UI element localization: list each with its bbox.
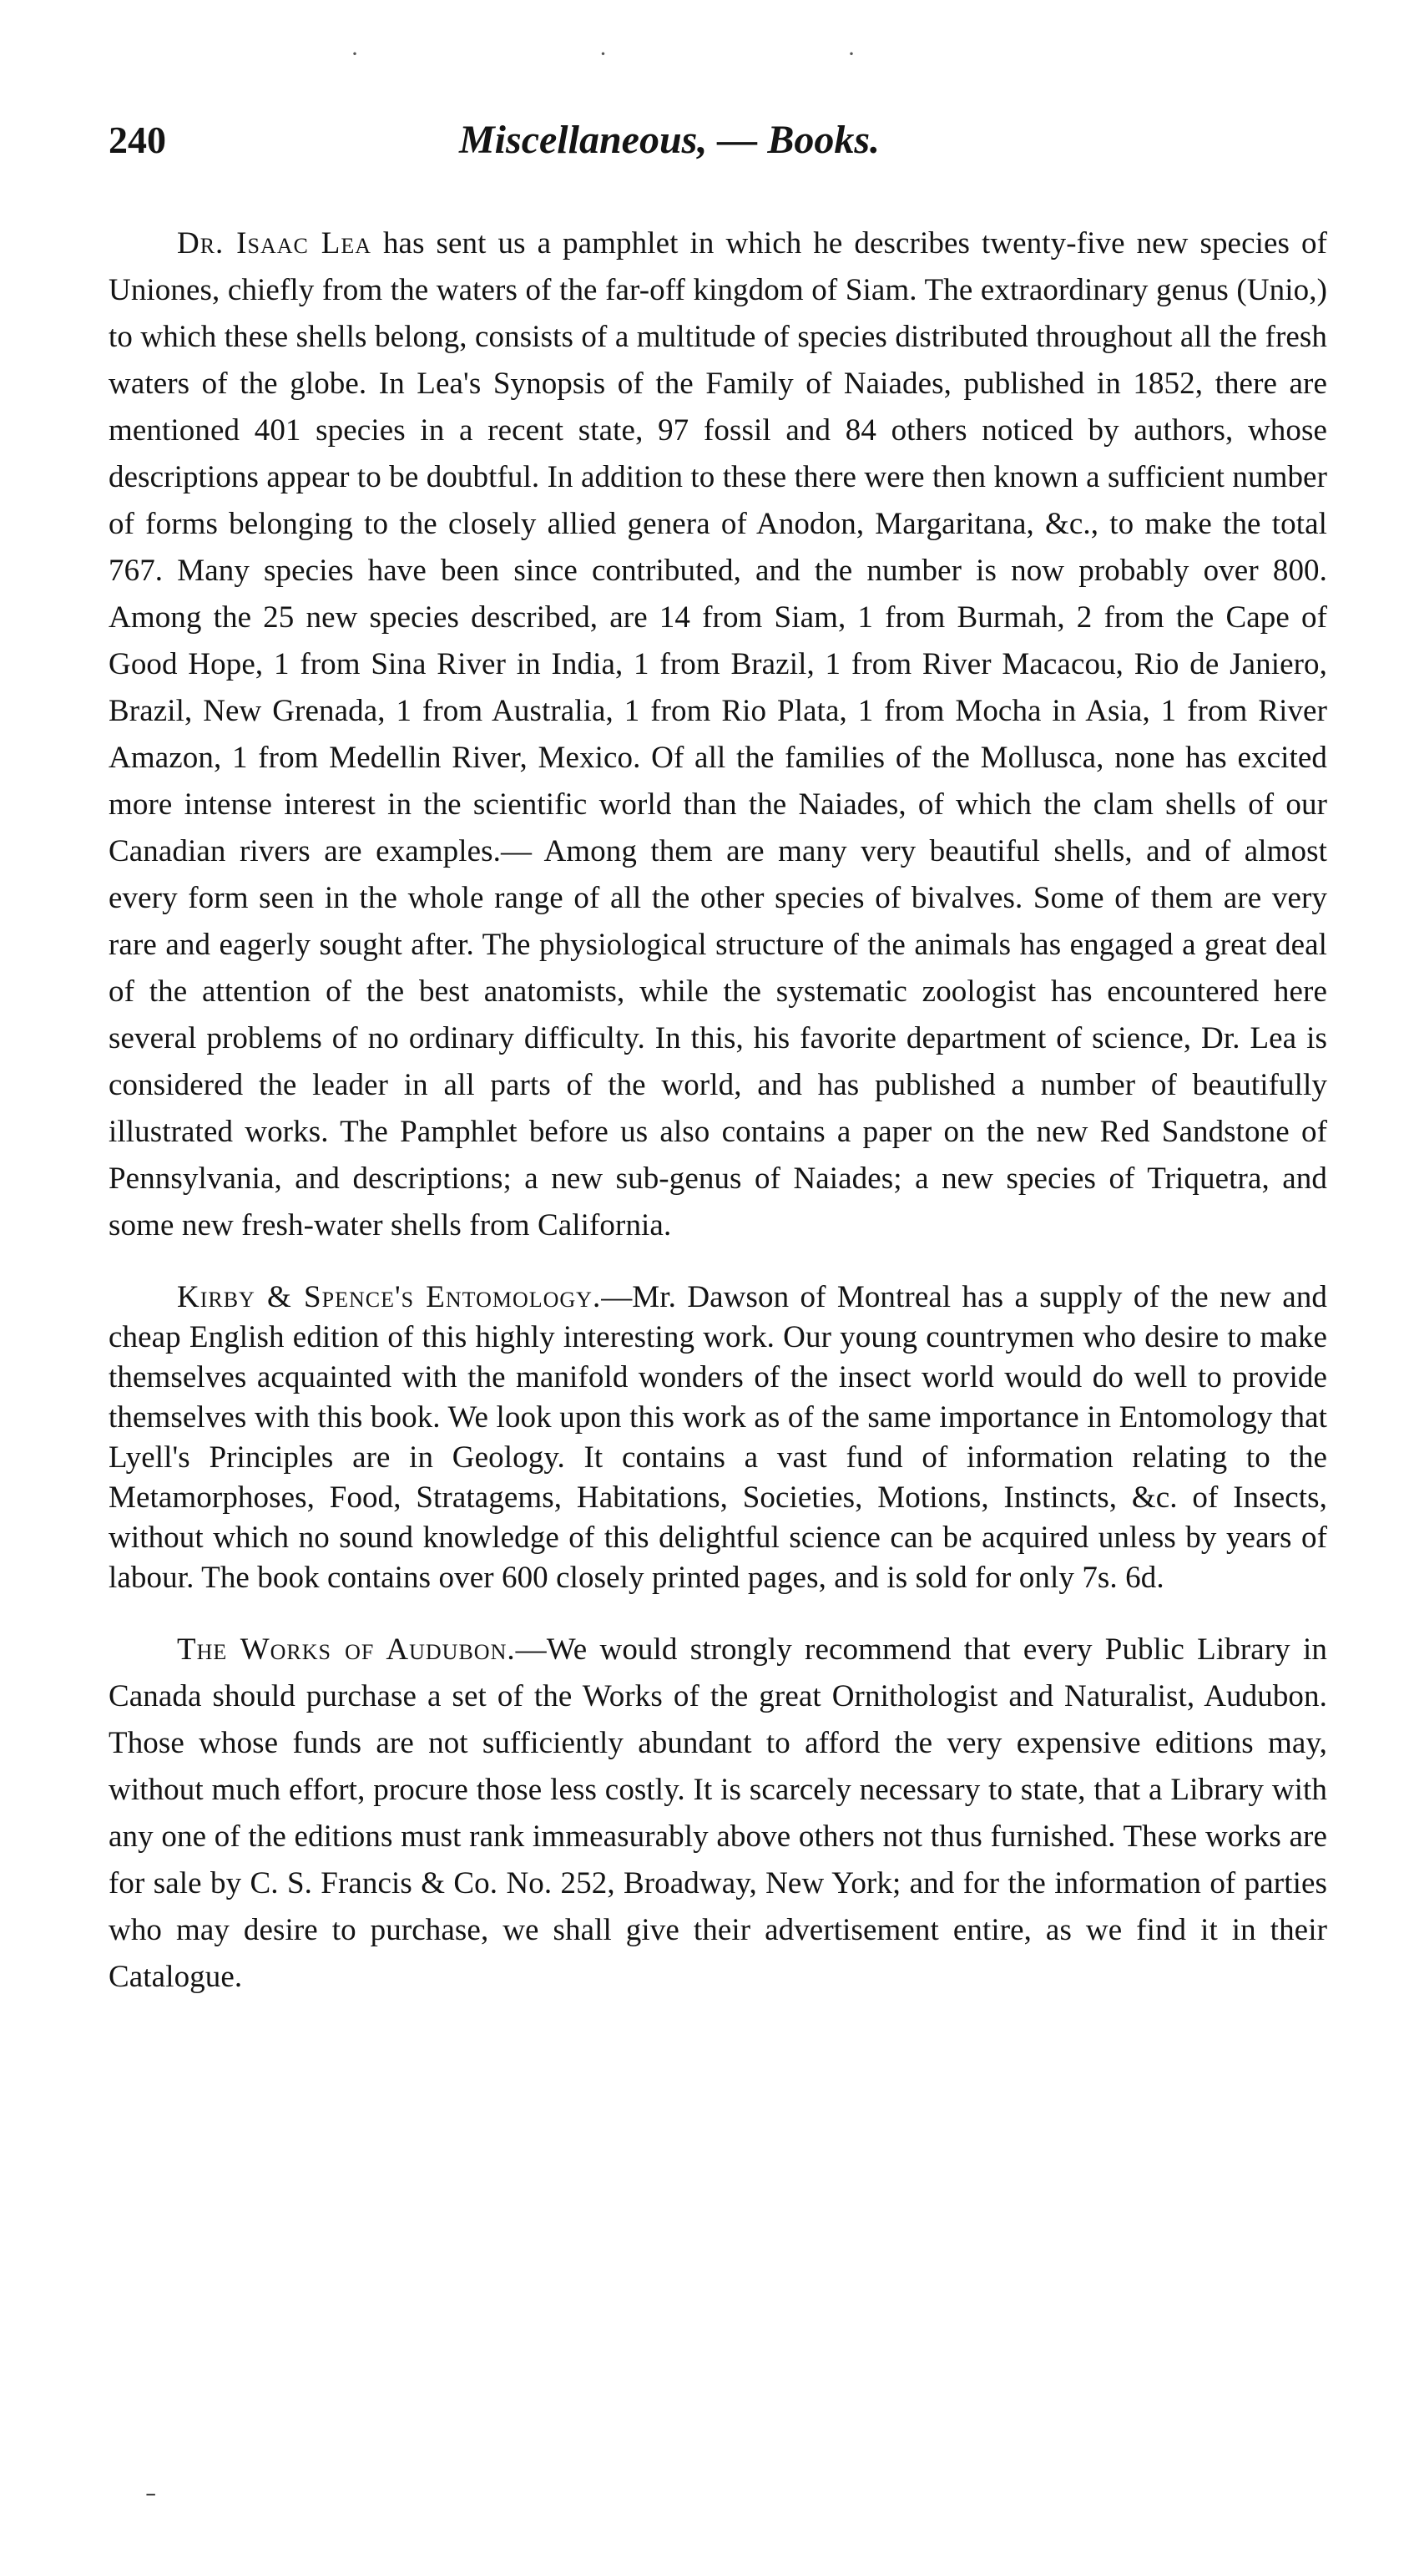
article-body: has sent us a pamphlet in which he describes twenty-five new species of Uniones, chiefly from the waters of the far-off kingdom of Siam. The extraordinary genus (Unio,) to which these shells belong, consists of a multitude of species distributed throughout all the fresh waters of the globe. In Lea's Synopsis of the Family of Naiades, published in 1852, there are mentioned 401 species in a recent state, 97 fossil and 84 others noticed by authors, whose descriptions appear to be doubtful. In addition to these there were then known a sufficient number of forms belonging to the closely allied genera of Anodon, Margaritana, &c., to make the total 767. Many species have been since contributed, and the number is now probably over 800. Among the 25 new species described, are 14 from Siam, 1 from Burmah, 2 from the Cape of Good Hope, 1 from Sina River in India, 1 from Brazil, 1 from River Macacou, Rio de Janiero, Brazil, New Grenada, 1 from Australia, 1 from Rio Plata, 1 from Mocha in Asia, 1 from River Amazon, 1 from Medellin River, Mexico. Of all the families of the Mollusca, none has excited more intense interest in the scientific world than the Naiades, of which the clam shells of our Canadian rivers are examples.— Among them are many very beautiful shells, and of almost every form seen in the whole range of all the other species of bivalves. Some of them are very rare and eagerly sought after. The physiological structure of the animals has engaged a great deal of the attention of the best anatomists, while the systematic zoologist has encountered here several problems of no ordinary difficulty. In this, his favorite department of science, Dr. Lea is considered the leader in all parts of the world, and has published a number of beautifully illustrated works. The Pamphlet before us also contains a paper on the new Red Sandstone of Pennsylvania, and descriptions; a new sub-genus of Naiades; a new species of Triquetra, and some new fresh-water shells from California. — [109, 226, 1327, 1242]
article-isaac-lea — [109, 220, 1327, 1249]
scan-mark: ˍ — [146, 2467, 156, 2498]
page-header — [109, 117, 1327, 184]
article-body: —We would strongly recommend that every Public Library in Canada should purchase a set of the Works of the great Ornithologist and Naturalist, Audubon. Those whose funds are not sufficiently abundant to afford the very expensive editions may, without much effort, procure those less costly. It is scarcely necessary to state, that a Library with any one of the editions must rank immeasurably above others not thus furnished. These works are for sale by C. S. Francis & Co. No. 252, Broadway, New York; and for the information of parties who may desire to purchase, we shall give their advertisement entire, as we find it in their Catalogue. — [109, 1632, 1327, 1994]
article-audubon — [109, 1627, 1327, 2001]
article-lead: The Works of Audubon. — [177, 1632, 516, 1667]
book-page — [109, 117, 1327, 2029]
page-number: 240 — [109, 119, 166, 161]
article-lead: Kirby & Spence's Entomology. — [177, 1280, 602, 1314]
running-title: Miscellaneous, — Books. — [459, 118, 881, 162]
article-body: —Mr. Dawson of Montreal has a supply of the new and cheap English edition of this highly interesting work. Our young countrymen who desire to make themselves acquainted with the manifold wonders of the insect world would do well to provide themselves with this book. We look upon this work as of the same importance in Entomology that Lyell's Principles are in Geology. It contains a vast fund of information relating to the Metamorphoses, Food, Stratagems, Habitations, Societies, Motions, Instincts, &c. of Insects, without which no sound knowledge of this delightful science can be acquired unless by years of labour. The book contains over 600 closely printed pages, and is sold for only 7s. 6d. — [109, 1280, 1327, 1595]
scan-specks: · · · — [351, 40, 972, 68]
article-kirby-spence — [109, 1278, 1327, 1598]
article-lead: Dr. Isaac Lea — [177, 226, 371, 261]
